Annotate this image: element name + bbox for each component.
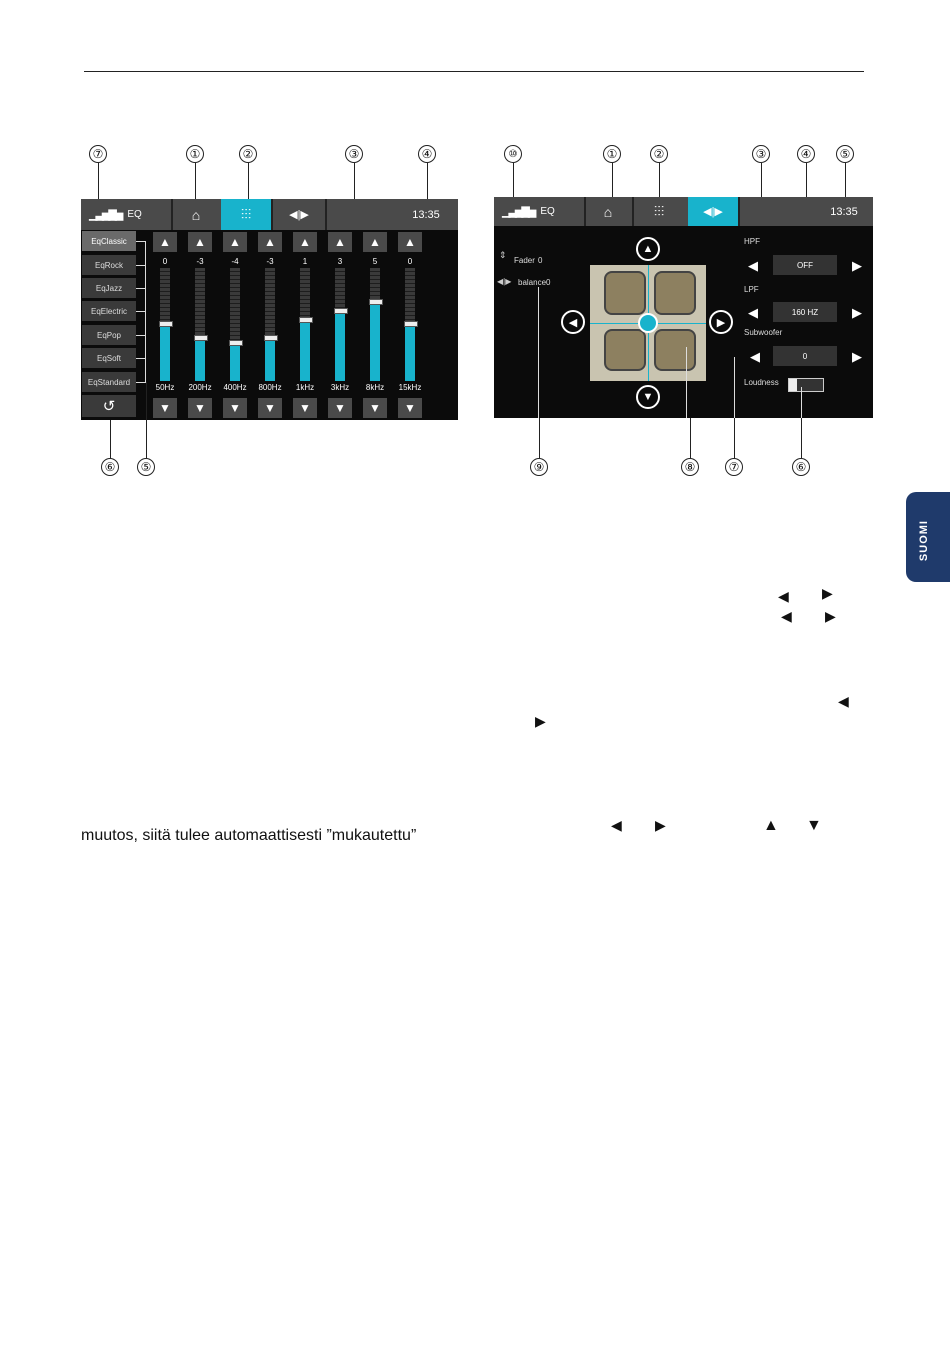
front-right-seat <box>654 271 696 315</box>
band-value: 5 <box>372 257 378 266</box>
band-value: -4 <box>231 257 239 266</box>
rear-right-seat <box>654 329 696 371</box>
band-down-button[interactable]: ▼ <box>153 398 177 418</box>
preset-leader <box>145 241 146 383</box>
band-slider[interactable] <box>370 268 380 381</box>
callout-7: ⑦ <box>89 145 107 163</box>
band-up-button[interactable]: ▲ <box>328 232 352 252</box>
band-frequency-label: 200Hz <box>188 383 212 392</box>
hpf-increase-button[interactable]: ▶ <box>852 258 862 273</box>
band-value: 0 <box>162 257 168 266</box>
leader-line <box>801 387 802 418</box>
balance-value: 0 <box>546 278 551 287</box>
loudness-toggle[interactable] <box>788 378 824 392</box>
band-frequency-label: 400Hz <box>223 383 247 392</box>
subwoofer-label: Subwoofer <box>744 328 783 337</box>
eq-screen <box>81 199 458 420</box>
band-slider-fill <box>370 302 380 381</box>
lpf-value: 160 HZ <box>773 302 837 322</box>
divider <box>325 199 327 230</box>
home-button[interactable] <box>586 197 630 226</box>
reset-button[interactable] <box>82 395 136 417</box>
leader-line <box>686 347 687 418</box>
band-slider[interactable] <box>300 268 310 381</box>
leader-line <box>734 418 735 458</box>
band-slider-knob[interactable] <box>264 335 278 341</box>
leader-line <box>539 418 540 458</box>
callout-9: ⑨ <box>530 458 548 476</box>
leader-line <box>538 287 539 418</box>
header-rule <box>84 71 864 72</box>
clock: 13:35 <box>412 208 440 221</box>
band-down-button[interactable]: ▼ <box>363 398 387 418</box>
band-slider-fill <box>160 324 170 381</box>
top-bar <box>81 199 458 230</box>
subwoofer-decrease-button[interactable]: ◀ <box>750 349 760 364</box>
up-arrow-icon: ▲ <box>763 817 779 834</box>
balance-left-button[interactable]: ◀ <box>561 310 585 334</box>
band-slider-fill <box>195 338 205 381</box>
callout-2: ② <box>650 145 668 163</box>
leader-line <box>845 163 846 199</box>
leader-line <box>734 357 735 418</box>
callout-7: ⑦ <box>725 458 743 476</box>
fader-value: 0 <box>538 256 543 265</box>
eq-title: ▁▃▅▇▅ EQ <box>89 209 142 221</box>
callout-4: ④ <box>418 145 436 163</box>
leader-line <box>427 163 428 203</box>
band-slider-fill <box>405 324 415 381</box>
band-up-button[interactable]: ▲ <box>223 232 247 252</box>
band-slider[interactable] <box>160 268 170 381</box>
preset-eqstandard[interactable]: EqStandard <box>82 372 136 392</box>
leader-line <box>146 382 147 458</box>
balance-right-button[interactable]: ▶ <box>709 310 733 334</box>
band-value: 0 <box>407 257 413 266</box>
home-icon: ⌂ <box>603 203 613 220</box>
band-slider[interactable] <box>230 268 240 381</box>
sliders-icon: ⫶⫶⫶ <box>653 203 665 219</box>
balance-tab[interactable] <box>688 197 738 226</box>
callout-6: ⑥ <box>101 458 119 476</box>
audio-settings-screen <box>494 197 873 418</box>
preset-eqpop[interactable]: EqPop <box>82 325 136 345</box>
callout-10: ⑩ <box>504 145 522 163</box>
preset-eqclassic[interactable]: EqClassic <box>82 231 136 251</box>
leader-line <box>690 418 691 458</box>
band-slider-knob[interactable] <box>194 335 208 341</box>
band-value: 1 <box>302 257 308 266</box>
band-up-button[interactable]: ▲ <box>398 232 422 252</box>
fader-label: Fader <box>514 256 535 265</box>
front-left-seat <box>604 271 646 315</box>
toggle-knob <box>789 379 797 391</box>
callout-5: ⑤ <box>836 145 854 163</box>
loudness-label: Loudness <box>744 378 779 387</box>
right-arrow-icon: ▶ <box>822 585 833 601</box>
equalizer-tab[interactable] <box>634 197 684 226</box>
home-button[interactable] <box>173 199 219 230</box>
subwoofer-value: 0 <box>773 346 837 366</box>
sliders-icon: ⫶⫶⫶ <box>240 206 252 222</box>
band-up-button[interactable]: ▲ <box>293 232 317 252</box>
band-frequency-label: 15kHz <box>398 383 422 392</box>
lpf-increase-button[interactable]: ▶ <box>852 305 862 320</box>
band-slider[interactable] <box>405 268 415 381</box>
preset-eqelectric[interactable]: EqElectric <box>82 301 136 321</box>
subwoofer-increase-button[interactable]: ▶ <box>852 349 862 364</box>
leader-line <box>110 420 111 458</box>
band-slider-fill <box>230 343 240 381</box>
speaker-balance-icon: ◀|▶ <box>289 209 309 221</box>
band-slider-fill <box>335 311 345 381</box>
band-slider[interactable] <box>195 268 205 381</box>
lpf-decrease-button[interactable]: ◀ <box>748 305 758 320</box>
left-arrow-icon: ◀ <box>611 817 622 833</box>
band-slider-knob[interactable] <box>404 321 418 327</box>
band-slider-fill <box>300 320 310 381</box>
lpf-label: LPF <box>744 285 759 294</box>
fader-up-button[interactable]: ▲ <box>636 237 660 261</box>
callout-1: ① <box>603 145 621 163</box>
callout-2: ② <box>239 145 257 163</box>
right-arrow-icon: ▶ <box>825 608 836 624</box>
preset-eqjazz[interactable]: EqJazz <box>82 278 136 298</box>
eq-title: ▁▃▅▇▅ EQ <box>502 206 555 218</box>
preset-eqrock[interactable]: EqRock <box>82 255 136 275</box>
band-slider-knob[interactable] <box>229 340 243 346</box>
band-up-button[interactable]: ▲ <box>153 232 177 252</box>
leader-line <box>98 163 99 203</box>
right-arrow-icon: ▶ <box>535 713 546 729</box>
reset-icon: ↺ <box>102 398 116 415</box>
balance-point-handle[interactable] <box>638 313 658 333</box>
band-frequency-label: 1kHz <box>295 383 315 392</box>
callout-5: ⑤ <box>137 458 155 476</box>
band-down-button[interactable]: ▼ <box>258 398 282 418</box>
band-down-button[interactable]: ▼ <box>398 398 422 418</box>
left-arrow-icon: ◀ <box>778 588 789 604</box>
hpf-label: HPF <box>744 237 760 246</box>
band-frequency-label: 800Hz <box>258 383 282 392</box>
top-bar <box>494 197 873 226</box>
band-slider[interactable] <box>335 268 345 381</box>
band-down-button[interactable]: ▼ <box>328 398 352 418</box>
seat-map[interactable] <box>590 265 706 381</box>
band-slider-knob[interactable] <box>299 317 313 323</box>
balance-icon: ◀|▶ <box>497 277 512 286</box>
band-down-button[interactable]: ▼ <box>188 398 212 418</box>
callout-8: ⑧ <box>681 458 699 476</box>
band-up-button[interactable]: ▲ <box>363 232 387 252</box>
language-tab-label: SUOMI <box>918 520 930 562</box>
band-slider-knob[interactable] <box>369 299 383 305</box>
band-slider[interactable] <box>265 268 275 381</box>
left-arrow-icon: ◀ <box>838 693 849 709</box>
band-up-button[interactable]: ▲ <box>258 232 282 252</box>
band-value: -3 <box>266 257 274 266</box>
home-icon: ⌂ <box>191 206 201 223</box>
equalizer-tab[interactable] <box>221 199 271 230</box>
band-down-button[interactable]: ▼ <box>293 398 317 418</box>
hpf-value: OFF <box>773 255 837 275</box>
balance-label: balance <box>518 278 547 287</box>
balance-tab[interactable] <box>273 199 325 230</box>
band-value: 3 <box>337 257 343 266</box>
down-arrow-icon: ▼ <box>806 817 822 834</box>
callout-4: ④ <box>797 145 815 163</box>
left-arrow-icon: ◀ <box>781 608 792 624</box>
fader-icon: ⇕ <box>499 250 507 260</box>
preset-eqsoft[interactable]: EqSoft <box>82 348 136 368</box>
callout-3: ③ <box>752 145 770 163</box>
band-frequency-label: 3kHz <box>330 383 350 392</box>
band-frequency-label: 50Hz <box>155 383 175 392</box>
leader-line <box>801 418 802 458</box>
band-frequency-label: 8kHz <box>365 383 385 392</box>
band-slider-knob[interactable] <box>159 321 173 327</box>
speaker-balance-icon: ◀|▶ <box>703 206 723 218</box>
rear-left-seat <box>604 329 646 371</box>
right-arrow-icon: ▶ <box>655 817 666 833</box>
band-slider-knob[interactable] <box>334 308 348 314</box>
band-down-button[interactable]: ▼ <box>223 398 247 418</box>
body-text: muutos, siitä tulee automaattisesti ”mukautettu” <box>81 827 417 844</box>
fader-down-button[interactable]: ▼ <box>636 385 660 409</box>
clock: 13:35 <box>830 205 858 218</box>
hpf-decrease-button[interactable]: ◀ <box>748 258 758 273</box>
divider <box>738 197 740 226</box>
band-up-button[interactable]: ▲ <box>188 232 212 252</box>
equalizer-icon: ▁▃▅▇▅ <box>89 209 122 221</box>
callout-6: ⑥ <box>792 458 810 476</box>
band-slider-fill <box>265 338 275 381</box>
equalizer-icon: ▁▃▅▇▅ <box>502 206 535 218</box>
callout-3: ③ <box>345 145 363 163</box>
band-value: -3 <box>196 257 204 266</box>
callout-1: ① <box>186 145 204 163</box>
